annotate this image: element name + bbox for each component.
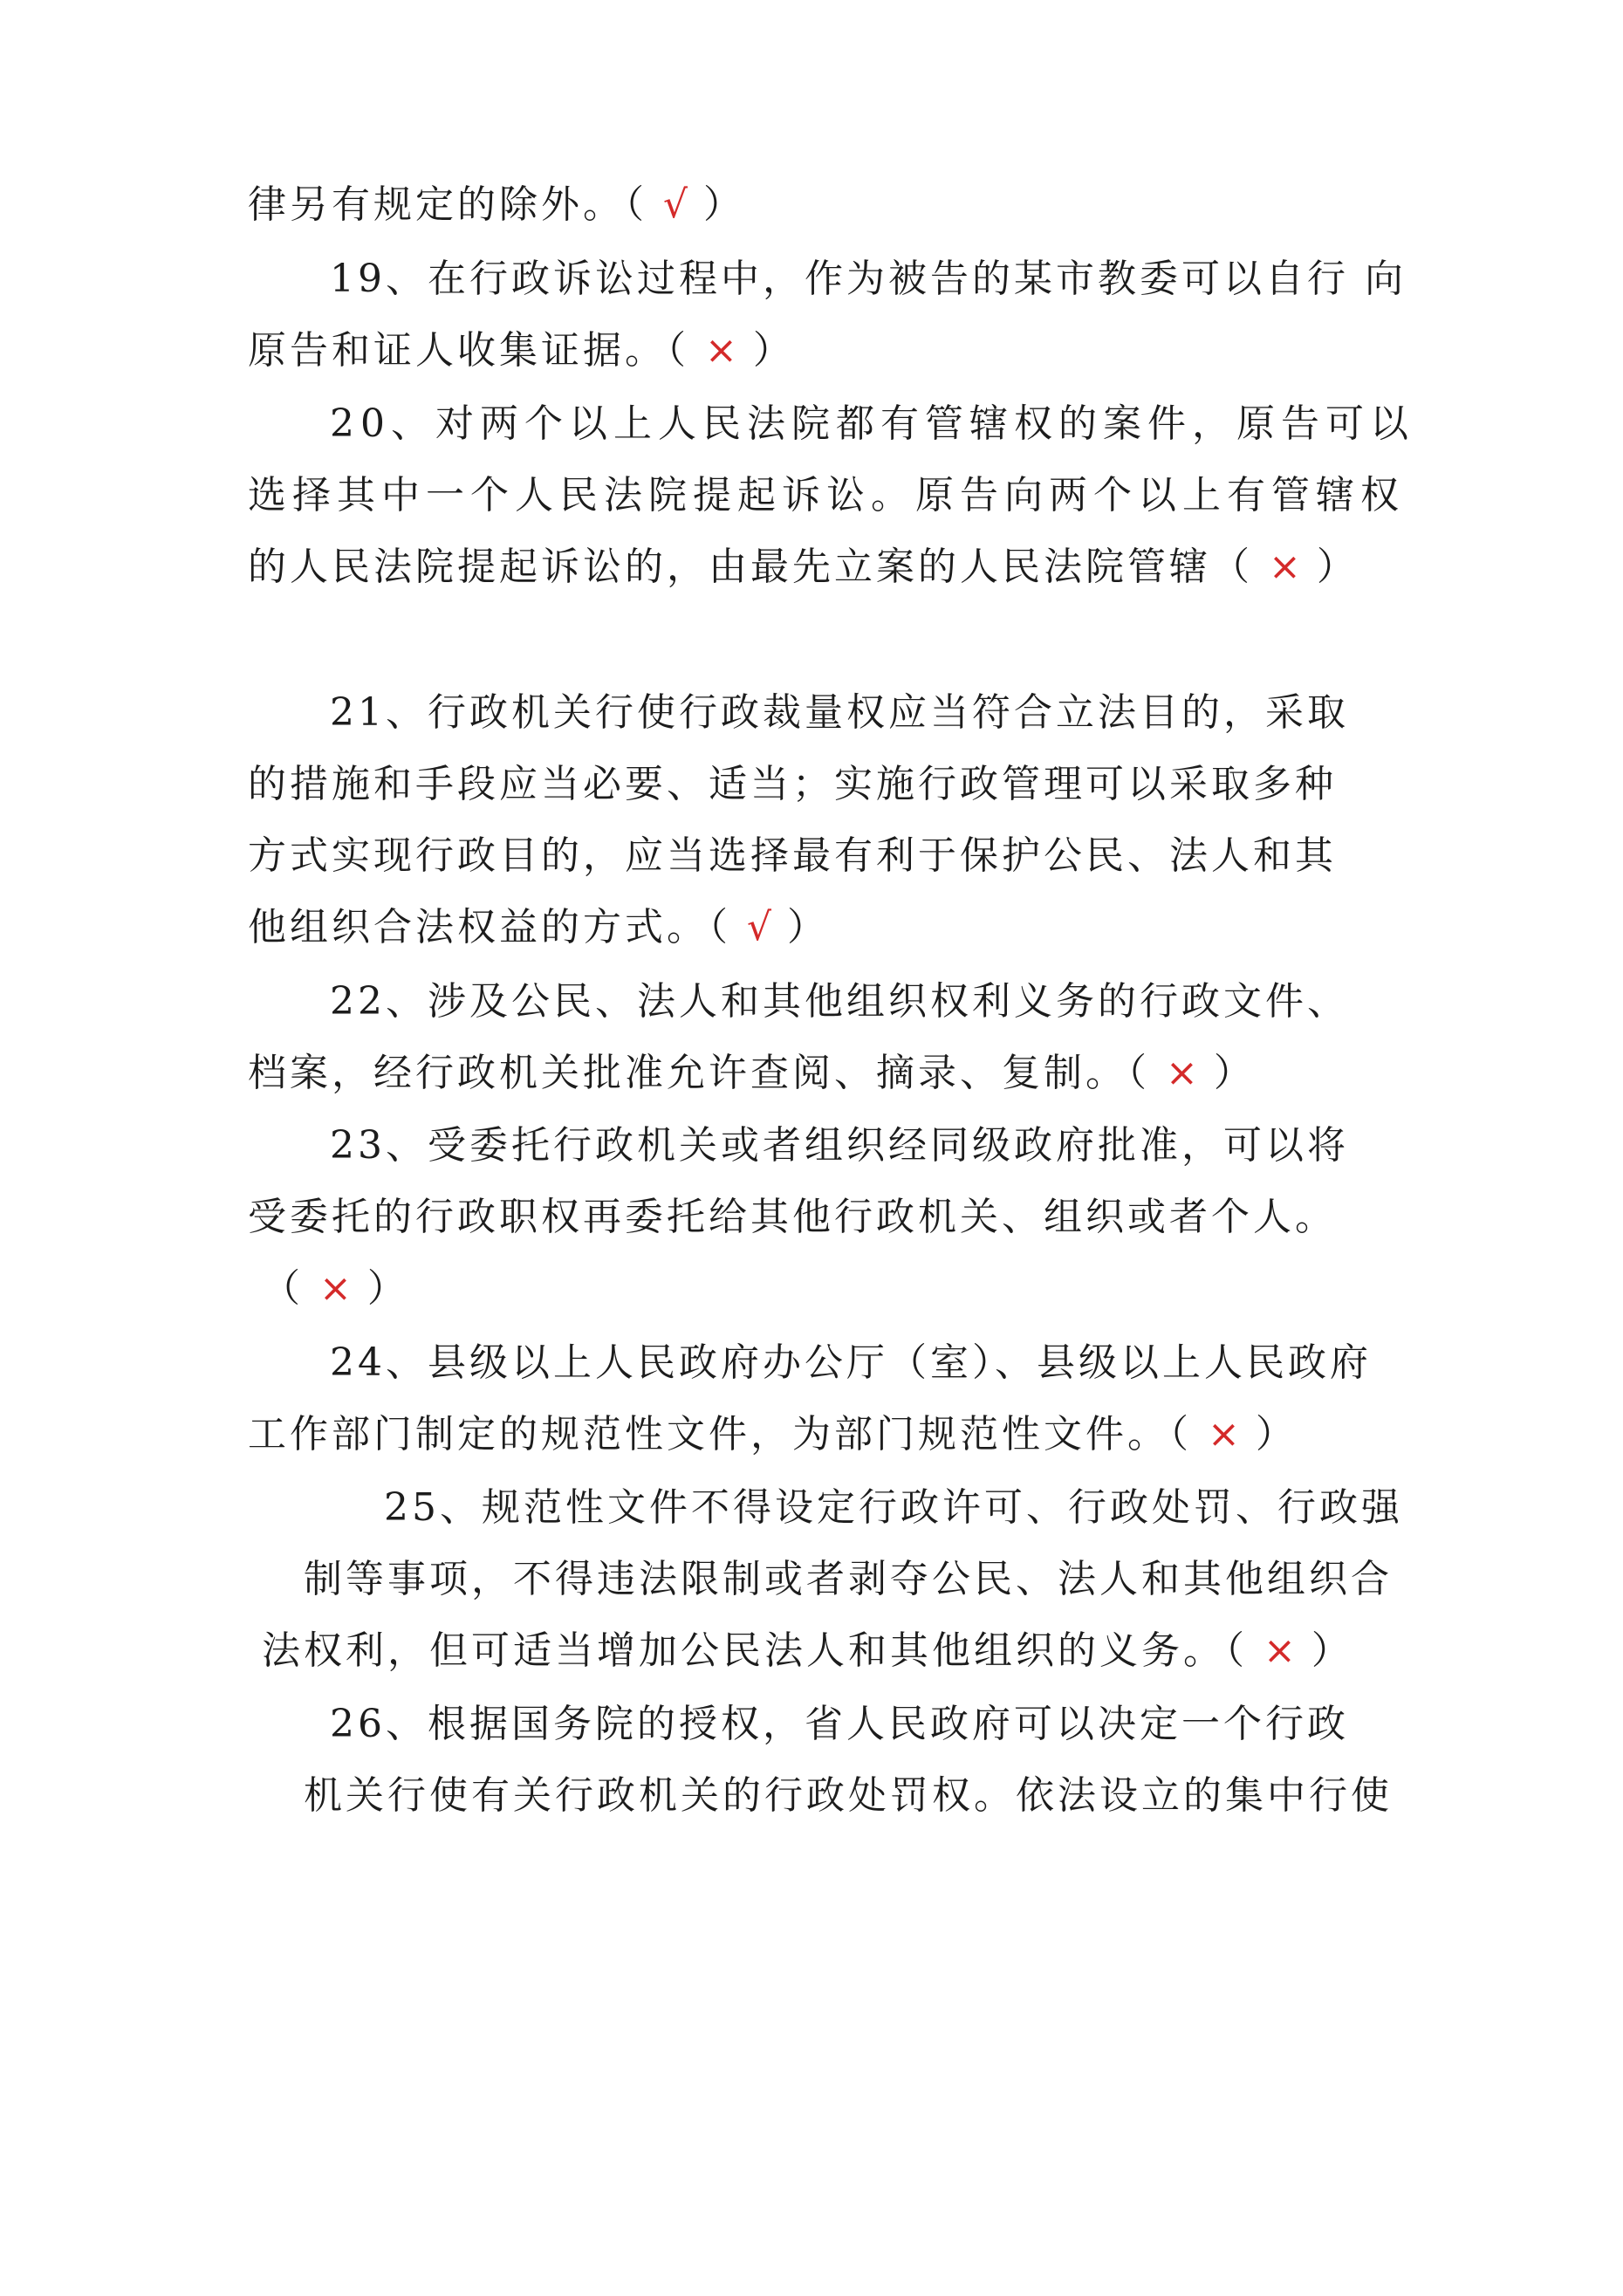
question-21-line-2: 的措施和手段应当必要、适当；实施行政管理可以采取多种 bbox=[248, 762, 1337, 806]
check-mark: √ bbox=[663, 182, 688, 227]
check-mark: √ bbox=[747, 905, 772, 949]
question-25-line-2: 制等事项，不得违法限制或者剥夺公民、法人和其他组织合 bbox=[304, 1557, 1393, 1601]
question-20-line-3: 的人民法院提起诉讼的，由最先立案的人民法院管辖（ × ） bbox=[248, 541, 1359, 593]
question-19-line-1: 19、在行政诉讼过程中，作为被告的某市教委可以自行 向 bbox=[330, 257, 1407, 301]
question-24-line-2: 工作部门制定的规范性文件，为部门规范性文件。（ × ） bbox=[248, 1408, 1298, 1461]
cross-mark: × bbox=[1166, 1051, 1198, 1095]
question-21-line-4: 他组织合法权益的方式。（ √ ） bbox=[248, 901, 829, 954]
text-line: 律另有规定的除外。（ √ ） bbox=[248, 179, 745, 231]
question-24-line-1: 24、县级以上人民政府办公厅（室）、县级以上人民政府 bbox=[330, 1340, 1372, 1385]
question-23-line-2: 受委托的行政职权再委托给其他行政机关、组织或者个人。 bbox=[248, 1195, 1337, 1239]
question-26-line-2: 机关行使有关行政机关的行政处罚权。依法设立的集中行使 bbox=[304, 1773, 1393, 1818]
cross-mark: × bbox=[1208, 1412, 1240, 1456]
question-22-line-2: 档案，经行政机关批准允许查阅、摘录、复制。（ × ） bbox=[248, 1047, 1256, 1100]
question-21-line-1: 21、行政机关行使行政裁量权应当符合立法目的，采取 bbox=[330, 690, 1349, 735]
cross-mark: × bbox=[319, 1266, 352, 1311]
question-22-line-1: 22、涉及公民、法人和其他组织权利义务的行政文件、 bbox=[330, 979, 1349, 1024]
cross-mark: × bbox=[1263, 1628, 1296, 1673]
question-20-line-1: 20、对两个以上人民法院都有管辖权的案件，原告可以 bbox=[330, 401, 1414, 446]
question-23-line-1: 23、受委托行政机关或者组织经同级政府批准，可以将 bbox=[330, 1123, 1349, 1168]
question-21-line-3: 方式实现行政目的，应当选择最有利于保护公民、法人和其 bbox=[248, 833, 1337, 878]
question-19-line-2: 原告和证人收集证据。（ × ） bbox=[248, 325, 795, 377]
cross-mark: × bbox=[1269, 545, 1301, 589]
cross-mark: × bbox=[705, 328, 737, 373]
question-23-line-3: （ × ） bbox=[262, 1263, 409, 1315]
question-20-line-2: 选择其中一个人民法院提起诉讼。原告向两个以上有管辖权 bbox=[248, 473, 1405, 517]
question-25-line-3: 法权利，但可适当增加公民法人和其他组织的义务。（ × ） bbox=[262, 1625, 1353, 1677]
question-26-line-1: 26、根据国务院的授权，省人民政府可以决定一个行政 bbox=[330, 1702, 1349, 1746]
question-25-line-1: 25、规范性文件不得设定行政许可、行政处罚、行政强 bbox=[384, 1485, 1403, 1530]
